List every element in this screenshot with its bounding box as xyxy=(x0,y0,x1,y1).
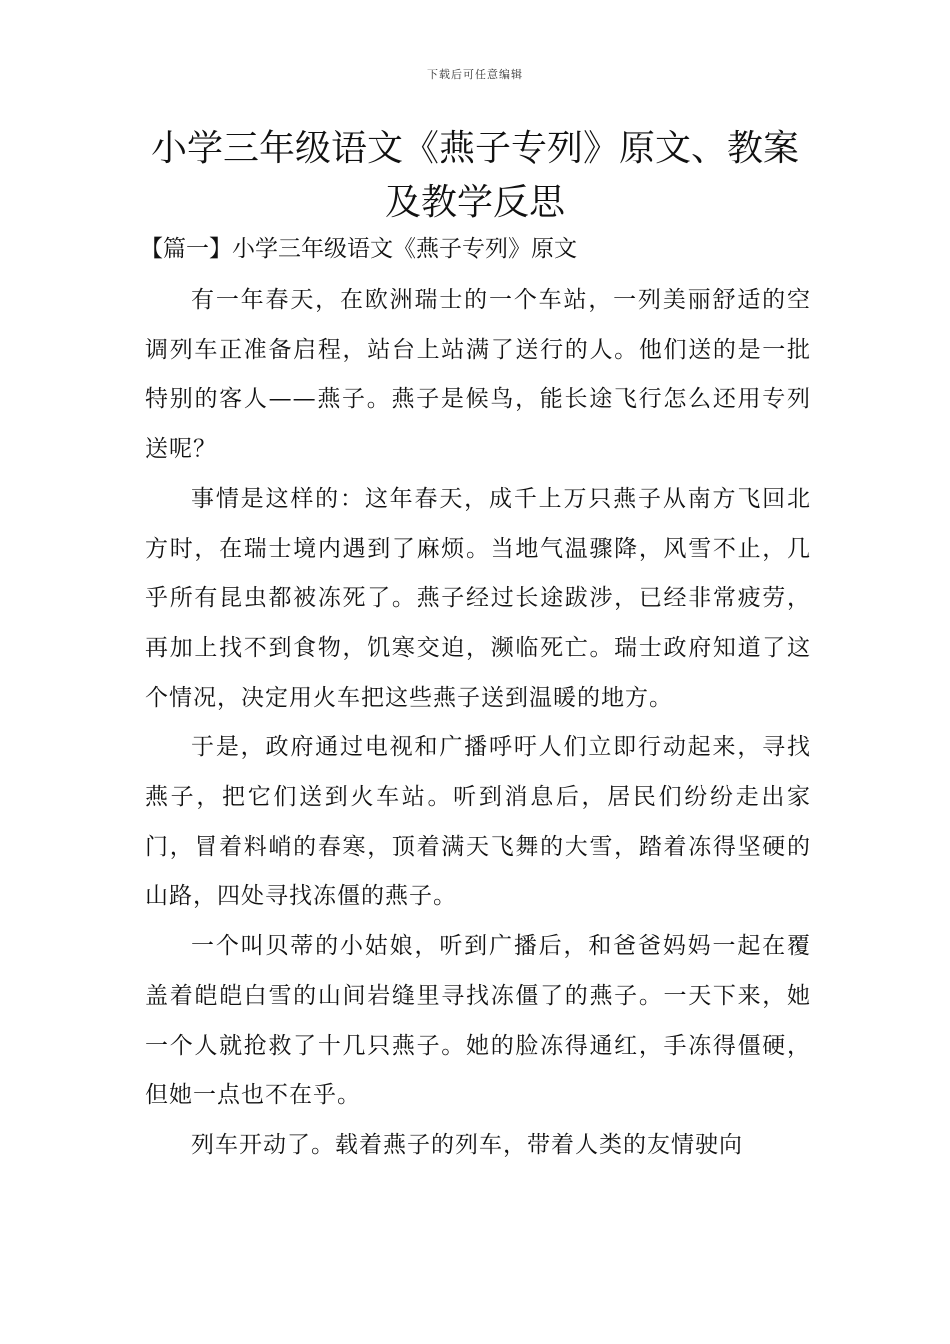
title-line-2: 及教学反思 xyxy=(384,182,565,223)
paragraph-3: 于是，政府通过电视和广播呼吁人们立即行动起来，寻找燕子，把它们送到火车站。听到消息后，居民们纷纷走出家门，冒着料峭的春寒，顶着满天飞舞的大雪，踏着冻得坚硬的山路，四处寻找冻僵的燕子。 xyxy=(145,734,811,910)
paragraph-5: 列车开动了。载着燕子的列车，带着人类的友情驶向 xyxy=(191,1131,743,1158)
paragraph-4: 一个叫贝蒂的小姑娘，听到广播后，和爸爸妈妈一起在覆盖着皑皑白雪的山间岩缝里寻找冻僵了的燕子。一天下来，她一个人就抢救了十几只燕子。她的脸冻得通红，手冻得僵硬，但她一点也不在乎。 xyxy=(145,933,811,1109)
paragraph-1: 有一年春天，在欧洲瑞士的一个车站，一列美丽舒适的空调列车正准备启程，站台上站满了送行的人。他们送的是一批特别的客人——燕子。燕子是候鸟，能长途飞行怎么还用专列送呢？ xyxy=(145,287,811,463)
body-text xyxy=(145,276,811,1171)
header-note: 下载后可任意编辑 xyxy=(427,68,523,81)
document-title xyxy=(120,122,830,230)
paragraph-2: 事情是这样的：这年春天，成千上万只燕子从南方飞回北方时，在瑞士境内遇到了麻烦。当地气温骤降，风雪不止，几乎所有昆虫都被冻死了。燕子经过长途跋涉，已经非常疲劳，再加上找不到食物，饥寒交迫，濒临死亡。瑞士政府知道了这个情况，决定用火车把这些燕子送到温暖的地方。 xyxy=(145,485,811,711)
title-line-1: 小学三年级语文《燕子专列》原文、教案 xyxy=(150,128,799,169)
section-heading: 【篇一】小学三年级语文《燕子专列》原文 xyxy=(140,236,577,262)
